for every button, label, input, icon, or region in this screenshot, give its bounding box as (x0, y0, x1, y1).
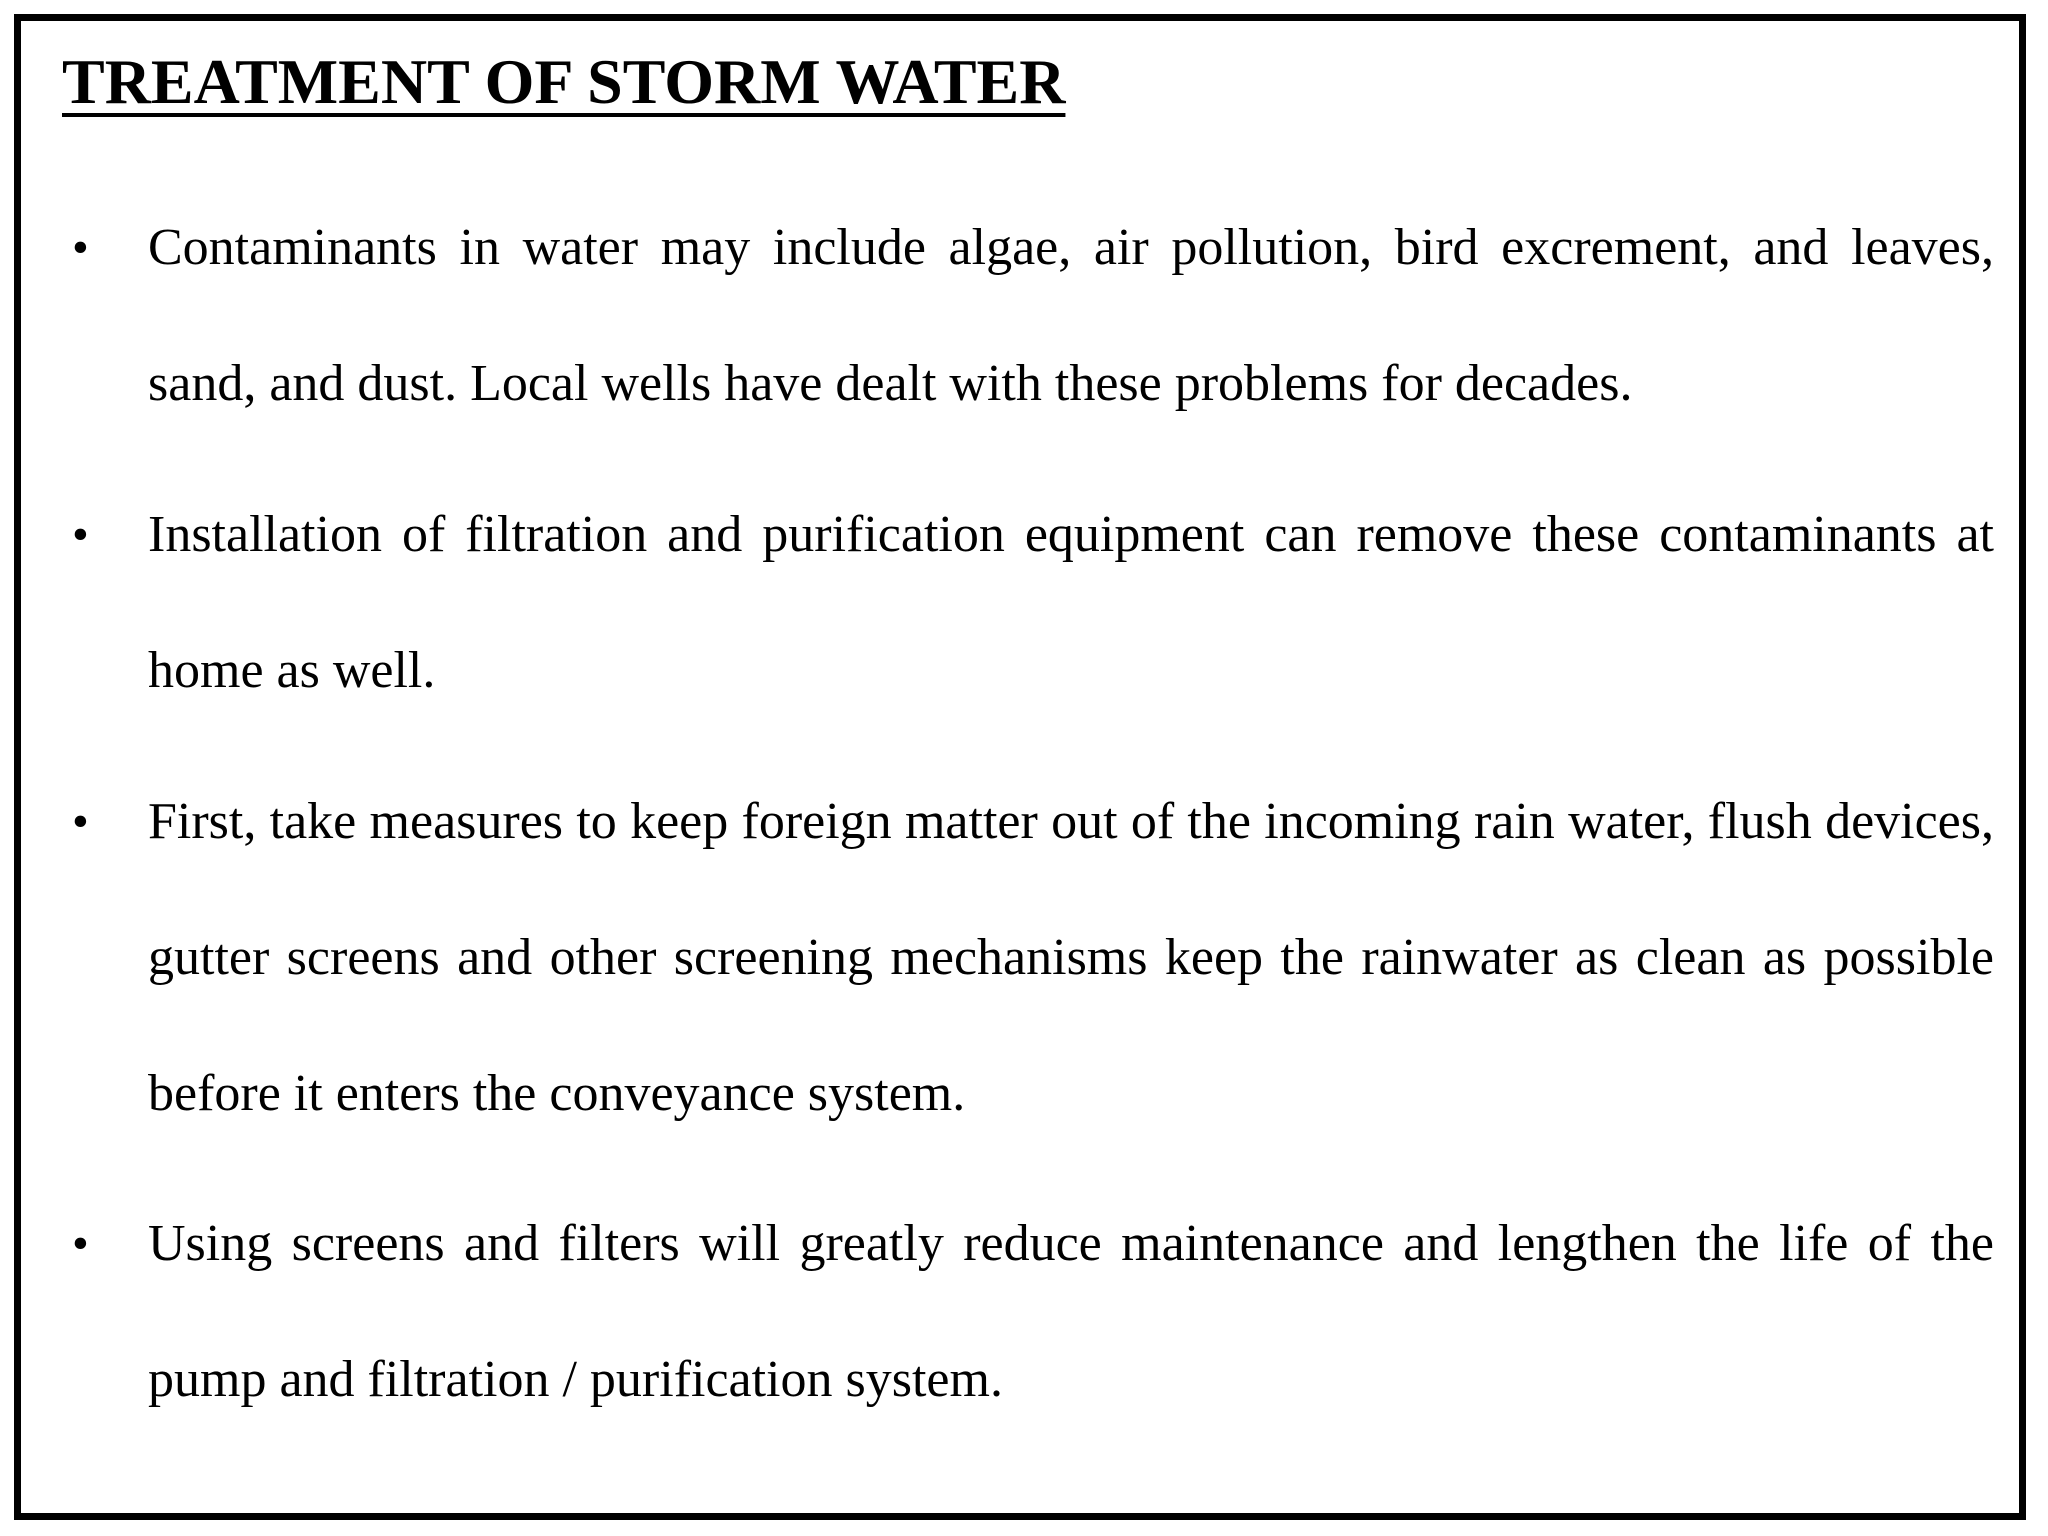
slide-title: TREATMENT OF STORM WATER (62, 46, 1066, 117)
bullet-icon: • (72, 795, 89, 848)
bullet-text: Installation of filtration and purification equipment can remove these contaminants at home as well. (148, 506, 1994, 699)
bullet-text: Using screens and filters will greatly reduce maintenance and lengthen the life of the pump and filtration / purification system. (148, 1215, 1994, 1408)
bullet-icon: • (72, 508, 89, 561)
bullet-icon: • (72, 1217, 89, 1270)
bullet-icon: • (72, 221, 89, 274)
bullet-text: First, take measures to keep foreign matter out of the incoming rain water, flush devices, gutter screens and other screening mechanisms keep the rainwater as clean as possible before it enters the conveyance system. (148, 793, 1994, 1122)
bullet-text: Contaminants in water may include algae, air pollution, bird excrement, and leaves, sand, and dust. Local wells have dealt with these problems for decades. (148, 219, 1994, 412)
